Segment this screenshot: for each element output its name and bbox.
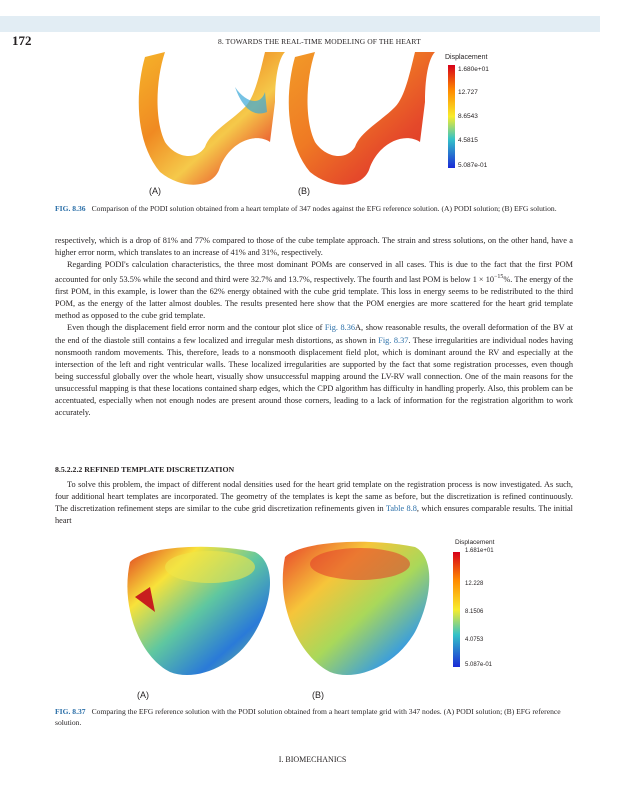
figure-8-37: [115, 537, 535, 687]
caption-label: FIG. 8.36: [55, 204, 86, 213]
colorbar-tick: 1.680e+01: [458, 66, 489, 73]
panel-label-b: (B): [298, 186, 310, 196]
heart-slice-efg: [289, 52, 435, 185]
exponent: −15: [494, 274, 504, 281]
colorbar-tick: 12.727: [458, 89, 478, 96]
footer: I. BIOMECHANICS: [278, 755, 347, 764]
paragraph-text: . These irregularities are individual nodes having nonsmooth random movements. This, therefore, leads to a nonsmooth displacement field plot, which is dominant around the RV and especially at the intersection of the left and right ventricular walls. These localized irregularities are supported by the fact that some registration processes, even though being successful globally over the whole heart, visually show unsuccessful mapping around the LV-RV wall connection. One of the main reasons for the unsuccessful mapping is that these locations contained sharp edges, which the CPD algorithm has difficulty in handling properly. Also, this problem can be accentuated, especially when not enough nodes are present around those corners, leading to a lack of information for the registration algorithm to work accurately.: [55, 335, 573, 418]
heart-top-opening: [310, 548, 410, 580]
figure-ref-link[interactable]: Fig. 8.36: [324, 323, 356, 333]
heart-slice-podi: [139, 52, 285, 185]
section-heading: 8.5.2.2.2 REFINED TEMPLATE DISCRETIZATION: [55, 465, 235, 474]
colorbar-title: Displacement: [455, 539, 495, 546]
body-text: [55, 235, 573, 419]
caption-label: FIG. 8.37: [55, 707, 86, 716]
heart-top-opening: [165, 551, 255, 583]
body-text: [55, 479, 573, 527]
page-number: 172: [12, 33, 32, 48]
figure-8-36: [135, 52, 535, 197]
paragraph-text: Regarding PODI's calculation characteristics, the three most dominant POMs are conserved in all cases. This is due to the fact that the first POM accounted for only 53.5% while the second and third were 32.7% and 13.7%, respectively. The fourth and last POM is below 1 × 10: [55, 260, 573, 285]
running-title: 8. TOWARDS THE REAL-TIME MODELING OF THE HEART: [218, 37, 421, 46]
colorbar-tick: 4.0753: [465, 637, 484, 643]
caption-text: Comparison of the PODI solution obtained from a heart template of 347 nodes against the EFG reference solution. (A) PODI solution; (B) EFG solution.: [91, 204, 557, 213]
paragraph: [55, 322, 573, 419]
colorbar-tick: 8.6543: [458, 113, 478, 120]
paragraph-text: A, show reasonable results, the overall deformation of the BV at the end of the diastole still contains a few localized and irregular mesh distortions, as shown in: [55, 323, 573, 345]
colorbar-title: Displacement: [445, 54, 488, 61]
panel-label-b: (B): [312, 690, 324, 700]
paragraph-text: Even though the displacement field error norm and the contour plot slice of: [67, 323, 325, 333]
paragraph: respectively, which is a drop of 81% and 77% compared to those of the cube template approach. The strain and stress solutions, on the other hand, have a higher error norm, which translates to an increase of 41% and 31%, respectively.: [55, 236, 573, 258]
colorbar-37: [453, 552, 460, 667]
colorbar-tick: 8.1506: [465, 609, 484, 615]
paragraph-text: To solve this problem, the impact of different nodal densities used for the heart grid template on the registration process is now investigated. As such, four additional heart templates are incorporated. The geometry of the templates is kept the same as before, but the discretization is refined continuously. The discretization refinement steps are similar to the cube grid discretization refinements given in: [55, 480, 573, 514]
colorbar-tick: 4.5815: [458, 137, 478, 144]
header-bar: [0, 16, 600, 32]
paragraph: [55, 479, 573, 527]
table-ref-link[interactable]: Table 8.8: [385, 504, 417, 514]
paragraph: [55, 259, 573, 322]
figure-ref-link[interactable]: Fig. 8.37: [378, 335, 409, 345]
paragraph-text: %. The energy of the first POM, in this example, is lower than the 62% energy obtained with the cube grid template. This loss in energy seems to be redistributed to the third POM, as the energy of the latter almost doubles. The results presented here show that the POM energies are more scattered for the heart grid template method as opposed to the cube grid template.: [55, 275, 573, 321]
colorbar-tick: 5.087e-01: [458, 162, 488, 169]
panel-label-a: (A): [149, 186, 161, 196]
caption-text: Comparing the EFG reference solution with the PODI solution obtained from a heart template grid with 347 nodes. (A) PODI solution; (B) EFG reference solution.: [55, 707, 561, 727]
figure-8-36-image: [135, 52, 535, 197]
colorbar-tick: 5.087e-01: [465, 662, 493, 668]
colorbar-36: [448, 65, 455, 168]
colorbar-tick: 1.681e+01: [465, 548, 494, 554]
figure-8-36-caption: [55, 203, 573, 214]
figure-8-37-caption: [55, 706, 573, 728]
panel-label-a: (A): [137, 690, 149, 700]
paragraph-text: , which ensures comparable results. The initial heart: [55, 504, 573, 526]
colorbar-tick: 12.228: [465, 581, 484, 587]
